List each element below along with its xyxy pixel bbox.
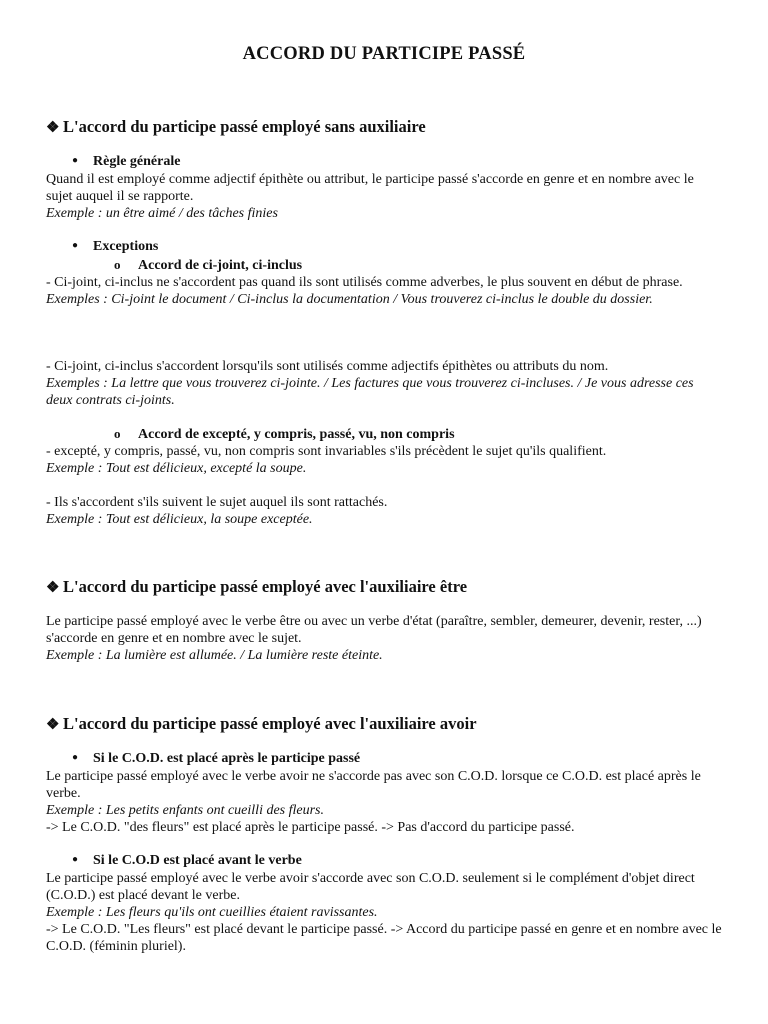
section-heading-auxiliaire-etre: ❖ L'accord du participe passé employé avec l'auxiliaire être — [46, 577, 468, 596]
subheading-excepte: o Accord de excepté, y compris, passé, vu, non compris — [114, 426, 455, 442]
paragraph-cod-avant: Le participe passé employé avec le verbe avoir s'accorde avec son C.O.D. seulement si le complément d'objet direct (C.O.D.) est placé devant le verbe. Exemple : Les fleurs qu'ils ont cueillies étaient ravissantes. -> Le C.O.D. "Les fleurs" est placé devant le participe passé. -> Accord du participe passé en genre et en nombre avec le C.O.D. (féminin pluriel). — [46, 871, 722, 954]
paragraph-ci-joint-adverbe: - Ci-joint, ci-inclus ne s'accordent pas quand ils sont utilisés comme adverbes, le plus souvent en début de phrase. Exemples : Ci-joint le document / Ci-inclus la documentation / Vous trouverez ci-inclus le double du dossier. — [46, 275, 683, 307]
circle-bullet-icon: o — [114, 257, 121, 272]
bullet-heading-regle-generale: ● Règle générale — [72, 154, 181, 169]
bullet-dot-icon: ● — [72, 854, 79, 865]
bullet-dot-icon: ● — [72, 752, 79, 763]
diamond-bullet-icon: ❖ — [46, 580, 60, 596]
paragraph-ci-joint-adjectif: - Ci-joint, ci-inclus s'accordent lorsqu'ils sont utilisés comme adjectifs épithètes ou attributs du nom. Exemples : La lettre que vous trouverez ci-jointe. / Les factures que vous trouverez ci-incluses. / Je vous adresse ces deux contrats ci-joints. — [46, 359, 694, 408]
paragraph-excepte-accord: - Ils s'accordent s'ils suivent le sujet auquel ils sont rattachés. Exemple : Tout est délicieux, la soupe exceptée. — [46, 495, 388, 527]
bullet-dot-icon: ● — [72, 155, 79, 166]
paragraph-regle-generale: Quand il est employé comme adjectif épithète ou attribut, le participe passé s'accorde en genre et en nombre avec le sujet auquel il se rapporte. Exemple : un être aimé / des tâches finies — [46, 172, 694, 221]
bullet-heading-cod-avant: ● Si le C.O.D est placé avant le verbe — [72, 853, 302, 868]
bullet-dot-icon: ● — [72, 240, 79, 251]
section-heading-sans-auxiliaire: ❖ L'accord du participe passé employé sans auxiliaire — [46, 117, 426, 136]
page-title: ACCORD DU PARTICIPE PASSÉ — [242, 44, 526, 64]
circle-bullet-icon: o — [114, 426, 121, 441]
subheading-ci-joint: o Accord de ci-joint, ci-inclus — [114, 257, 303, 273]
paragraph-auxiliaire-etre: Le participe passé employé avec le verbe être ou avec un verbe d'état (paraître, sembler, demeurer, devenir, rester, ...) s'accorde en genre et en nombre avec le sujet. Exemple : La lumière est allumée. / La lumière reste éteinte. — [46, 614, 702, 663]
paragraph-excepte-invariable: - excepté, y compris, passé, vu, non compris sont invariables s'ils précèdent le sujet qu'ils qualifient. Exemple : Tout est délicieux, excepté la soupe. — [46, 444, 607, 476]
diamond-bullet-icon: ❖ — [46, 120, 60, 136]
diamond-bullet-icon: ❖ — [46, 717, 60, 733]
section-heading-auxiliaire-avoir: ❖ L'accord du participe passé employé avec l'auxiliaire avoir — [46, 714, 477, 733]
bullet-heading-cod-apres: ● Si le C.O.D. est placé après le participe passé — [72, 751, 361, 766]
paragraph-cod-apres: Le participe passé employé avec le verbe avoir ne s'accorde pas avec son C.O.D. lorsque ce C.O.D. est placé après le verbe. Exemple : Les petits enfants ont cueilli des fleurs. -> Le C.O.D. "des fleurs" est placé après le participe passé. -> Pas d'accord du participe passé. — [46, 769, 701, 835]
bullet-heading-exceptions: ● Exceptions — [72, 239, 159, 254]
